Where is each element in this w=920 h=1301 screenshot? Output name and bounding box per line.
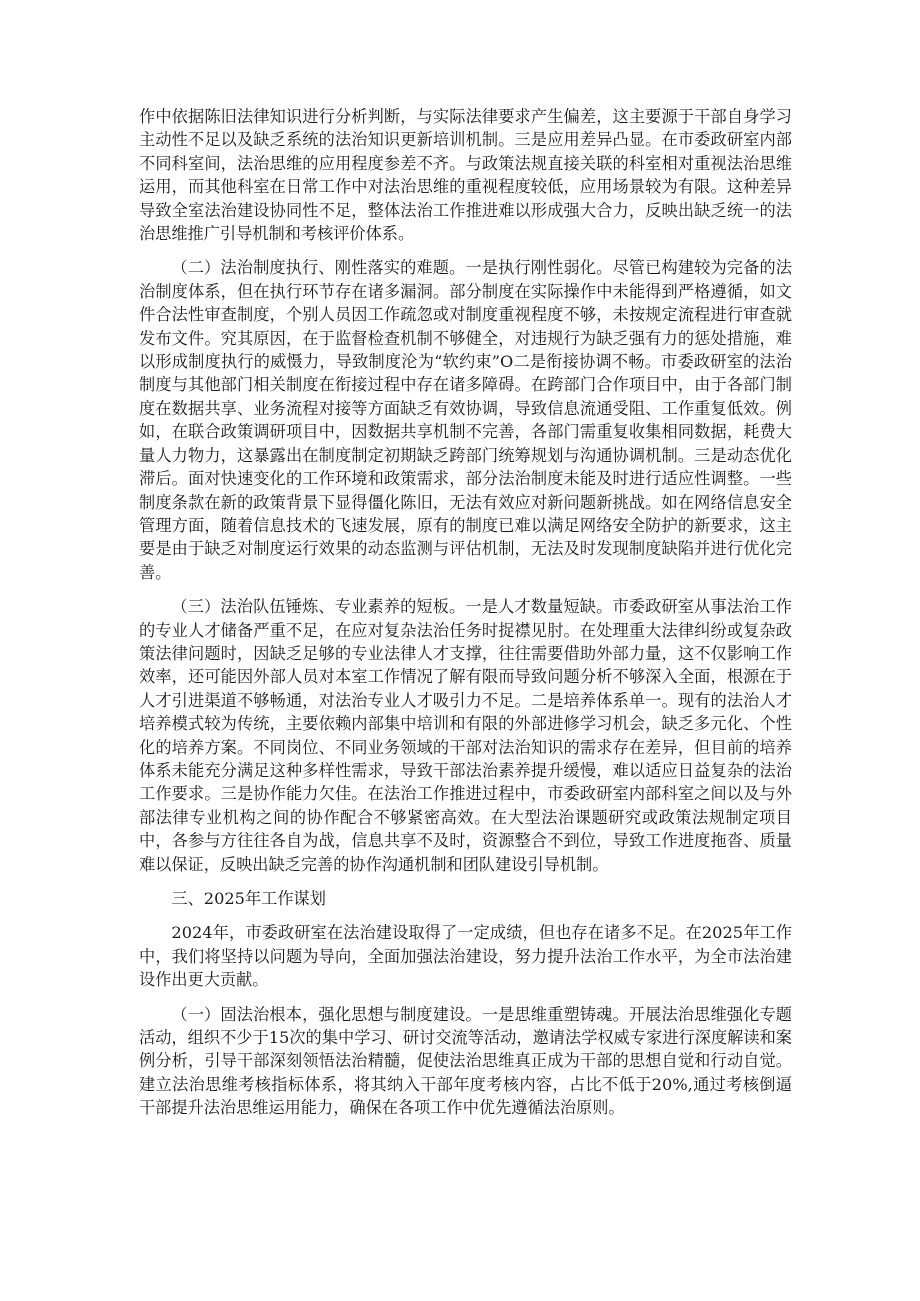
paragraph-2025-intro: 2024年，市委政研室在法治建设取得了一定成绩，但也存在诸多不足。在2025年工作中，我们将坚持以问题为导向，全面加强法治建设，努力提升法治工作水平，为全市法治建设作出更大贡献。: [139, 923, 792, 990]
paragraph-continuation: 作中依据陈旧法律知识进行分析判断，与实际法律要求产生偏差，这主要源于干部自身学习主动性不足以及缺乏系统的法治知识更新培训机制。三是应用差异凸显。在市委政研室内部不同科室间，法治思维的应用程度参差不齐。与政策法规直接关联的科室相对重视法治思维运用，而其他科室在日常工作中对法治思维的重视程度较低，应用场景较为有限。这种差异导致全室法治建设协同性不足，整体法治工作推进难以形成强大合力，反映出缺乏统一的法治思维推广引导机制和考核评价体系。: [139, 107, 792, 244]
paragraph-plan-1: （一）固法治根本，强化思想与制度建设。一是思维重塑铸魂。开展法治思维强化专题活动，组织不少于15次的集中学习、研讨交流等活动，邀请法学权威专家进行深度解读和案例分析，引导干部深刻领悟法治精髓，促使法治思维真正成为干部的思想自觉和行动自觉。建立法治思维考核指标体系，将其纳入干部年度考核内容，占比不低于20%,通过考核倒逼干部提升法治思维运用能力，确保在各项工作中优先遵循法治原则。: [139, 1004, 792, 1118]
document-body: [139, 105, 792, 1131]
paragraph-section-2: （二）法治制度执行、刚性落实的难题。一是执行刚性弱化。尽管已构建较为完备的法治制度体系，但在执行环节存在诸多漏洞。部分制度在实际操作中未能得到严格遵循，如文件合法性审查制度，个别人员因工作疏忽或对制度重视程度不够，未按规定流程进行审查就发布文件。究其原因，在于监督检查机制不够健全，对违规行为缺乏强有力的惩处措施，难以形成制度执行的威慑力，导致制度沦为“软约束”O二是衔接协调不畅。市委政研室的法治制度与其他部门相关制度在衔接过程中存在诸多障碍。在跨部门合作项目中，由于各部门制度在数据共享、业务流程对接等方面缺乏有效协调，导致信息流通受阻、工作重复低效。例如，在联合政策调研项目中，因数据共享机制不完善，各部门需重复收集相同数据，耗费大量人力物力，这暴露出在制度制定初期缺乏跨部门统筹规划与沟通协调机制。三是动态优化滞后。面对快速变化的工作环境和政策需求，部分法治制度未能及时进行适应性调整。一些制度条款在新的政策背景下显得僵化陈旧，无法有效应对新问题新挑战。如在网络信息安全管理方面，随着信息技术的飞速发展，原有的制度已难以满足网络安全防护的新要求，这主要是由于缺乏对制度运行效果的动态监测与评估机制，无法及时发现制度缺陷并进行优化完善。: [139, 258, 792, 582]
section-heading-2025-plan: 三、2025年工作谋划: [171, 889, 326, 908]
paragraph-section-3: （三）法治队伍锤炼、专业素养的短板。一是人才数量短缺。市委政研室从事法治工作的专业人才储备严重不足，在应对复杂法治任务时捉襟见肘。在处理重大法律纠纷或复杂政策法律问题时，因缺乏足够的专业法律人才支撑，往往需要借助外部力量，这不仅影响工作效率，还可能因外部人员对本室工作情况了解有限而导致问题分析不够深入全面，根源在于人才引进渠道不够畅通，对法治专业人才吸引力不足。二是培养体系单一。现有的法治人才培养模式较为传统，主要依赖内部集中培训和有限的外部进修学习机会，缺乏多元化、个性化的培养方案。不同岗位、不同业务领域的干部对法治知识的需求存在差异，但目前的培养体系未能充分满足这种多样性需求，导致干部法治素养提升缓慢，难以适应日益复杂的法治工作要求。三是协作能力欠佳。在法治工作推进过程中，市委政研室内部科室之间以及与外部法律专业机构之间的协作配合不够紧密高效。在大型法治课题研究或政策法规制定项目中，各参与方往往各自为战，信息共享不及时，资源整合不到位，导致工作进度拖沓、质量难以保证，反映出缺乏完善的协作沟通机制和团队建设引导机制。: [139, 597, 792, 874]
